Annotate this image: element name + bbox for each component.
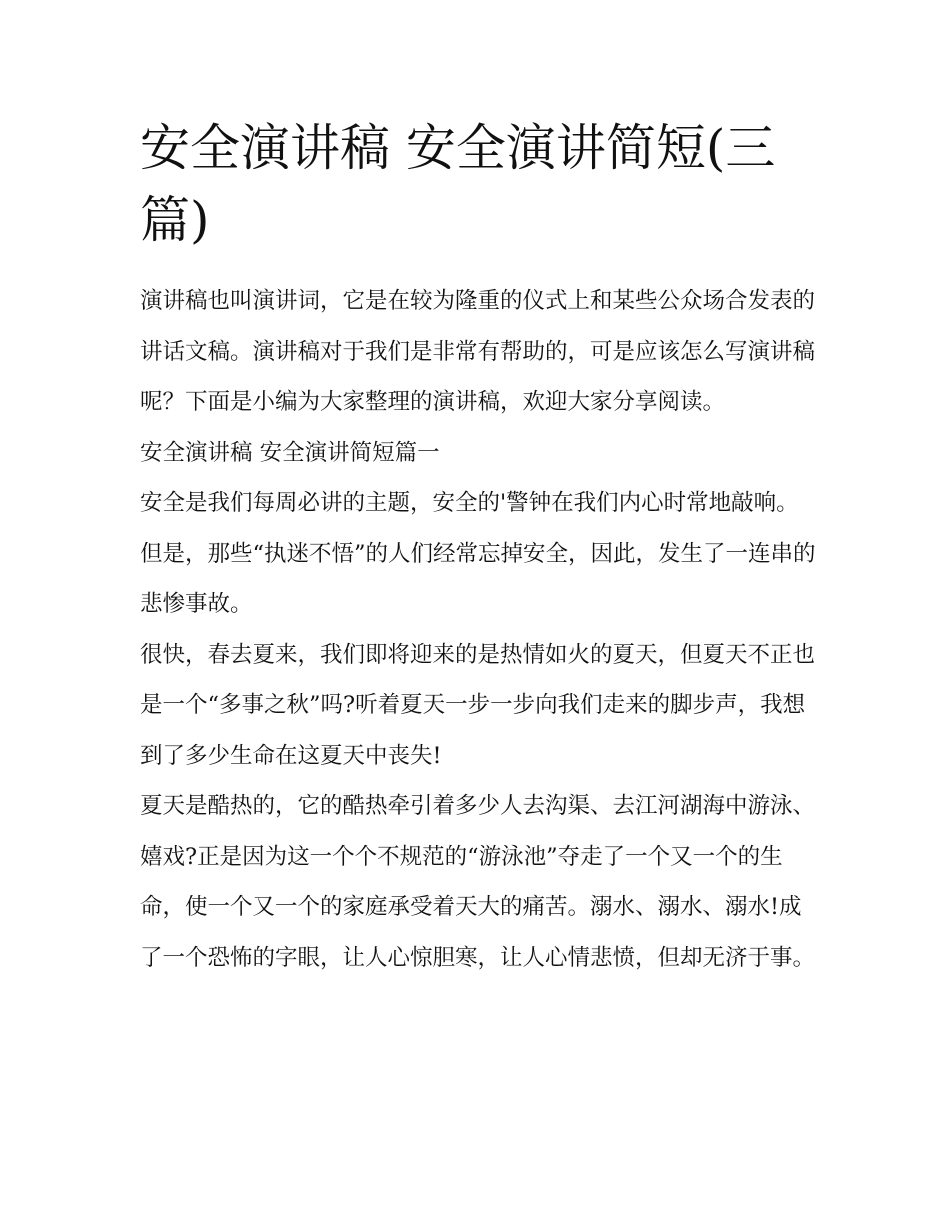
document-title: 安全演讲稿 安全演讲简短(三篇) <box>140 119 776 249</box>
body-paragraph: 很快，春去夏来，我们即将迎来的是热情如火的夏天，但夏天不正也是一个“多事之秋”吗?听着夏天一步一步向我们走来的脚步声，我想到了多少生命在这夏天中丧失! <box>140 641 816 769</box>
section-heading: 安全演讲稿 安全演讲简短篇一 <box>140 439 440 466</box>
document-body <box>140 112 820 983</box>
body-paragraph: 安全是我们每周必讲的主题，安全的'警钟在我们内心时常地敲响。但是，那些“执迷不悟”的人们经常忘掉安全，因此，发生了一连串的悲惨事故。 <box>140 490 816 617</box>
intro-paragraph: 演讲稿也叫演讲词，它是在较为隆重的仪式上和某些公众场合发表的讲话文稿。演讲稿对于我们是非常有帮助的，可是应该怎么写演讲稿呢？下面是小编为大家整理的演讲稿，欢迎大家分享阅读。 <box>140 288 816 415</box>
body-paragraph: 夏天是酷热的，它的酷热牵引着多少人去沟渠、去江河湖海中游泳、嬉戏?正是因为这一个个不规范的“游泳池”夺走了一个又一个的生命，使一个又一个的家庭承受着天大的痛苦。溺水、溺水、溺水!成了一个恐怖的字眼，让人心惊胆寒，让人心情悲愤，但却无济于事。 <box>140 793 816 971</box>
